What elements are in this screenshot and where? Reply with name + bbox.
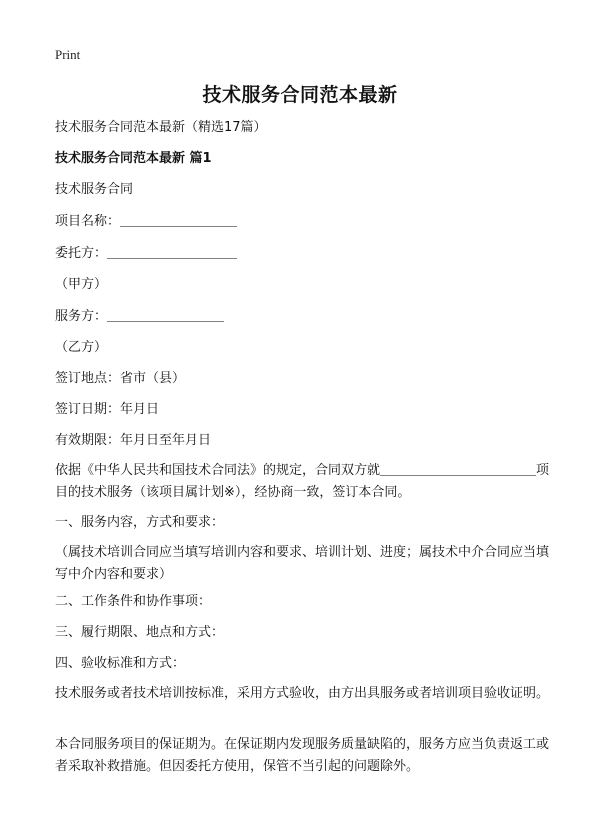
clause-2-heading: 二、工作条件和协作事项：	[55, 594, 212, 609]
client-line: 委托方：＿＿＿＿＿＿＿＿＿＿	[55, 246, 238, 261]
acceptance-paragraph: 技术服务或者技术培训按标准，采用方式验收，由方出具服务或者培训项目验收证明。	[55, 686, 550, 701]
sign-place-line: 签订地点：省市（县）	[55, 371, 186, 386]
provider-line: 服务方：＿＿＿＿＿＿＿＿＿	[55, 309, 225, 324]
warranty-paragraph: 本合同服务项目的保证期为。在保证期内发现服务质量缺陷的，服务方应当负责返工或者采取补救措施。但因委托方使用，保管不当引起的问题除外。	[55, 737, 550, 774]
contract-name: 技术服务合同	[55, 182, 134, 197]
party-a-label: （甲方）	[55, 277, 108, 292]
section-heading: 技术服务合同范本最新 篇1	[55, 151, 212, 166]
document-title: 技术服务合同范本最新	[202, 84, 398, 106]
clause-1-heading: 一、服务内容，方式和要求：	[55, 515, 225, 530]
project-name-line: 项目名称：＿＿＿＿＿＿＿＿＿	[55, 214, 238, 229]
party-b-label: （乙方）	[55, 340, 108, 355]
intro-paragraph: 依据《中华人民共和国技术合同法》的规定，合同双方就＿＿＿＿＿＿＿＿＿＿＿＿项目的技术服务（该项目属计划※），经协商一致，签订本合同。	[55, 463, 550, 500]
document-subtitle: 技术服务合同范本最新（精选17篇）	[55, 120, 267, 135]
clause-1-note: （属技术培训合同应当填写培训内容和要求、培训计划、进度；属技术中介合同应当填写中介内容和要求）	[55, 545, 550, 582]
clause-3-heading: 三、履行期限、地点和方式：	[55, 625, 225, 640]
print-link[interactable]: Print	[55, 47, 81, 62]
sign-date-line: 签订日期：年月日	[55, 402, 160, 417]
clause-4-heading: 四、验收标准和方式：	[55, 656, 186, 671]
valid-period-line: 有效期限：年月日至年月日	[55, 433, 212, 448]
